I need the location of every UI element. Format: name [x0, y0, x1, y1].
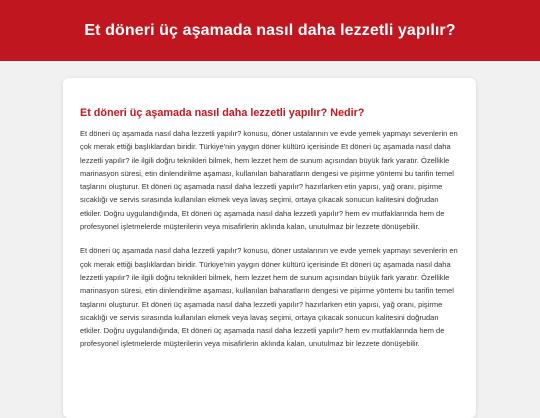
article-paragraph-2: Et döneri üç aşamada nasıl daha lezzetli yapılır? konusu, döner ustalarının ve evde yemek yapmayı sevenlerin en çok merak ettiği başlıklardan biridir. Türkiye'nin yaygın döner kültürü içerisinde Et döneri üç aşamada nasıl daha lezzetli yapılır? ile ilgili doğru teknikleri bilmek, hem lezzet hem de sunum açısından büyük fark yaratır. Özellikle marinasyon süresi, etin dinlendirilme aşaması, kullanılan baharatların dengesi ve pişirme yöntemi bu tarifin temel taşlarını oluşturur. Et döneri üç aşamada nasıl daha lezzetli yapılır? hazırlarken etin yapısı, yağ oranı, pişirme sıcaklığı ve servis sırasında kullanılan ekmek veya lavaş seçimi, ortaya çıkacak sonucun kalitesini doğrudan etkiler. Doğru uygulandığında, Et döneri üç aşamada nasıl daha lezzetli yapılır? hem ev mutfaklarında hem de profesyonel işletmelerde müşterilerin veya misafirlerin aklında kalan, unutulmaz bir lezzete dönüşebilir.: [80, 246, 458, 349]
article-paragraph-1: Et döneri üç aşamada nasıl daha lezzetli yapılır? konusu, döner ustalarının ve evde yemek yapmayı sevenlerin en çok merak ettiği başlıklardan biridir. Türkiye'nin yaygın döner kültürü içerisinde Et döneri üç aşamada nasıl daha lezzetli yapılır? ile ilgili doğru teknikleri bilmek, hem lezzet hem de sunum açısından büyük fark yaratır. Özellikle marinasyon süresi, etin dinlendirilme aşaması, kullanılan baharatların dengesi ve pişirme yöntemi bu tarifin temel taşlarını oluşturur. Et döneri üç aşamada nasıl daha lezzetli yapılır? hazırlarken etin yapısı, yağ oranı, pişirme sıcaklığı ve servis sırasında kullanılan ekmek veya lavaş seçimi, ortaya çıkacak sonucun kalitesini doğrudan etkiler. Doğru uygulandığında, Et döneri üç aşamada nasıl daha lezzetli yapılır? hem ev mutfaklarında hem de profesyonel işletmelerde müşterilerin veya misafirlerin aklında kalan, unutulmaz bir lezzete dönüşebilir.: [80, 129, 458, 232]
site-header: [0, 0, 540, 61]
article-card: [63, 78, 476, 418]
page-title: Et döneri üç aşamada nasıl daha lezzetli yapılır?: [84, 21, 456, 39]
article-heading: Et döneri üç aşamada nasıl daha lezzetli yapılır? Nedir?: [80, 107, 365, 119]
